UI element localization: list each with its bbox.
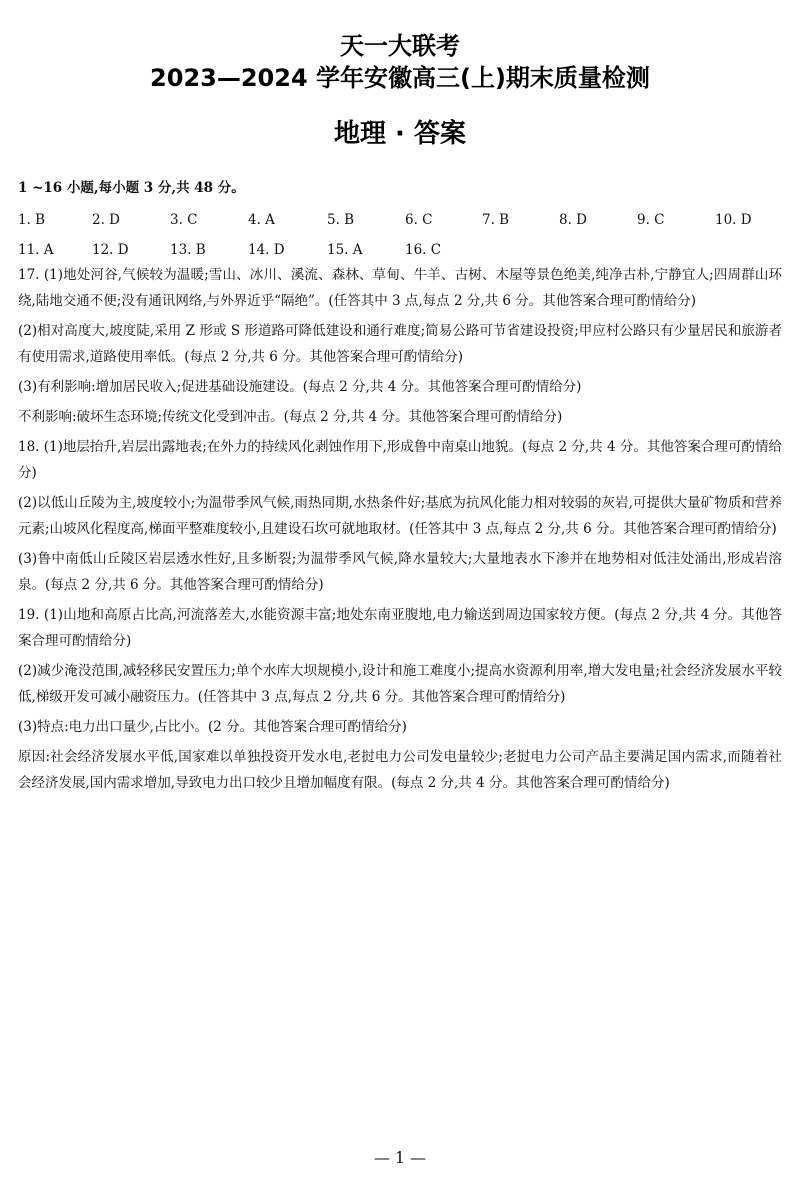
- answer-item: 5. B: [327, 212, 355, 228]
- question-18: [18, 434, 782, 598]
- q17-part2: (2)相对高度大,坡度陡,采用 Z 形或 S 形道路可降低建设和通行难度;简易公路可节省建设投资;甲应村公路只有少量居民和旅游者有使用需求,道路使用率低。(每点 2 分,共 6 分。其他答案合理可酌情给分): [18, 323, 782, 365]
- question-19: [18, 602, 782, 796]
- answer-item: 1. B: [18, 212, 46, 228]
- exam-title: 2023—2024 学年安徽高三(上)期末质量检测: [150, 64, 650, 92]
- answer-item: 6. C: [405, 212, 433, 228]
- answer-item: 3. C: [170, 212, 198, 228]
- page-number: — 1 —: [373, 1148, 427, 1167]
- q19-part1: 19. (1)山地和高原占比高,河流落差大,水能资源丰富;地处东南亚腹地,电力输送到周边国家较方便。(每点 2 分,共 4 分。其他答案合理可酌情给分): [18, 607, 782, 649]
- q17-part1: 17. (1)地处河谷,气候较为温暖;雪山、冰川、溪流、森林、草甸、牛羊、古树、木屋等景色绝美,纯净古朴,宁静宜人;四周群山环绕,陆地交通不便;没有通讯网络,与外界近乎“隔绝”。(任答其中 3 点,每点 2 分,共 6 分。其他答案合理可酌情给分): [18, 267, 782, 309]
- q18-part2: (2)以低山丘陵为主,坡度较小;为温带季风气候,雨热同期,水热条件好;基底为抗风化能力相对较弱的灰岩,可提供大量矿物质和营养元素;山坡风化程度高,梯面平整难度较小,且建设石坎可就地取材。(任答其中 3 点,每点 2 分,共 6 分。其他答案合理可酌情给分): [18, 495, 782, 537]
- exam-organizer-title: 天一大联考: [340, 32, 460, 60]
- q19-part2: (2)减少淹没范围,减轻移民安置压力;单个水库大坝规模小,设计和施工难度小;提高水资源利用率,增大发电量;社会经济发展水平较低,梯级开发可减小融资压力。(任答其中 3 点,每点 2 分,共 6 分。其他答案合理可酌情给分): [18, 663, 782, 705]
- q18-part3: (3)鲁中南低山丘陵区岩层透水性好,且多断裂;为温带季风气候,降水量较大;大量地表水下渗并在地势相对低洼处涌出,形成岩溶泉。(每点 2 分,共 6 分。其他答案合理可酌情给分): [18, 551, 782, 593]
- answer-item: 4. A: [248, 212, 275, 228]
- answer-item: 7. B: [482, 212, 510, 228]
- answer-item: 9. C: [637, 212, 665, 228]
- q19-part3-reason: 原因:社会经济发展水平低,国家难以单独投资开发水电,老挝电力公司发电量较少;老挝电力公司产品主要满足国内需求,而随着社会经济发展,国内需求增加,导致电力出口较少且增加幅度有限。(每点 2 分,共 4 分。其他答案合理可酌情给分): [18, 749, 782, 791]
- question-17: [18, 262, 782, 430]
- answer-item: 11. A: [18, 242, 54, 258]
- answer-item: 16. C: [405, 242, 442, 258]
- subject-title: 地理 · 答案: [334, 119, 466, 149]
- answer-body: [18, 262, 782, 800]
- answer-item: 8. D: [559, 212, 587, 228]
- multiple-choice-intro: 1 ~16 小题,每小题 3 分,共 48 分。: [18, 180, 245, 196]
- answer-item: 2. D: [92, 212, 120, 228]
- q19-part3: (3)特点:电力出口量少,占比小。(2 分。其他答案合理可酌情给分): [18, 719, 407, 735]
- q17-part3-negative: 不利影响:破坏生态环境;传统文化受到冲击。(每点 2 分,共 4 分。其他答案合理可酌情给分): [18, 409, 563, 425]
- answer-item: 15. A: [327, 242, 363, 258]
- q18-part1: 18. (1)地层抬升,岩层出露地表;在外力的持续风化剥蚀作用下,形成鲁中南桌山地貌。(每点 2 分,共 4 分。其他答案合理可酌情给分): [18, 439, 782, 481]
- answer-item: 14. D: [248, 242, 285, 258]
- answer-item: 10. D: [715, 212, 752, 228]
- answer-item: 12. D: [92, 242, 129, 258]
- answer-item: 13. B: [170, 242, 206, 258]
- q17-part3: (3)有利影响:增加居民收入;促进基础设施建设。(每点 2 分,共 4 分。其他答案合理可酌情给分): [18, 379, 582, 395]
